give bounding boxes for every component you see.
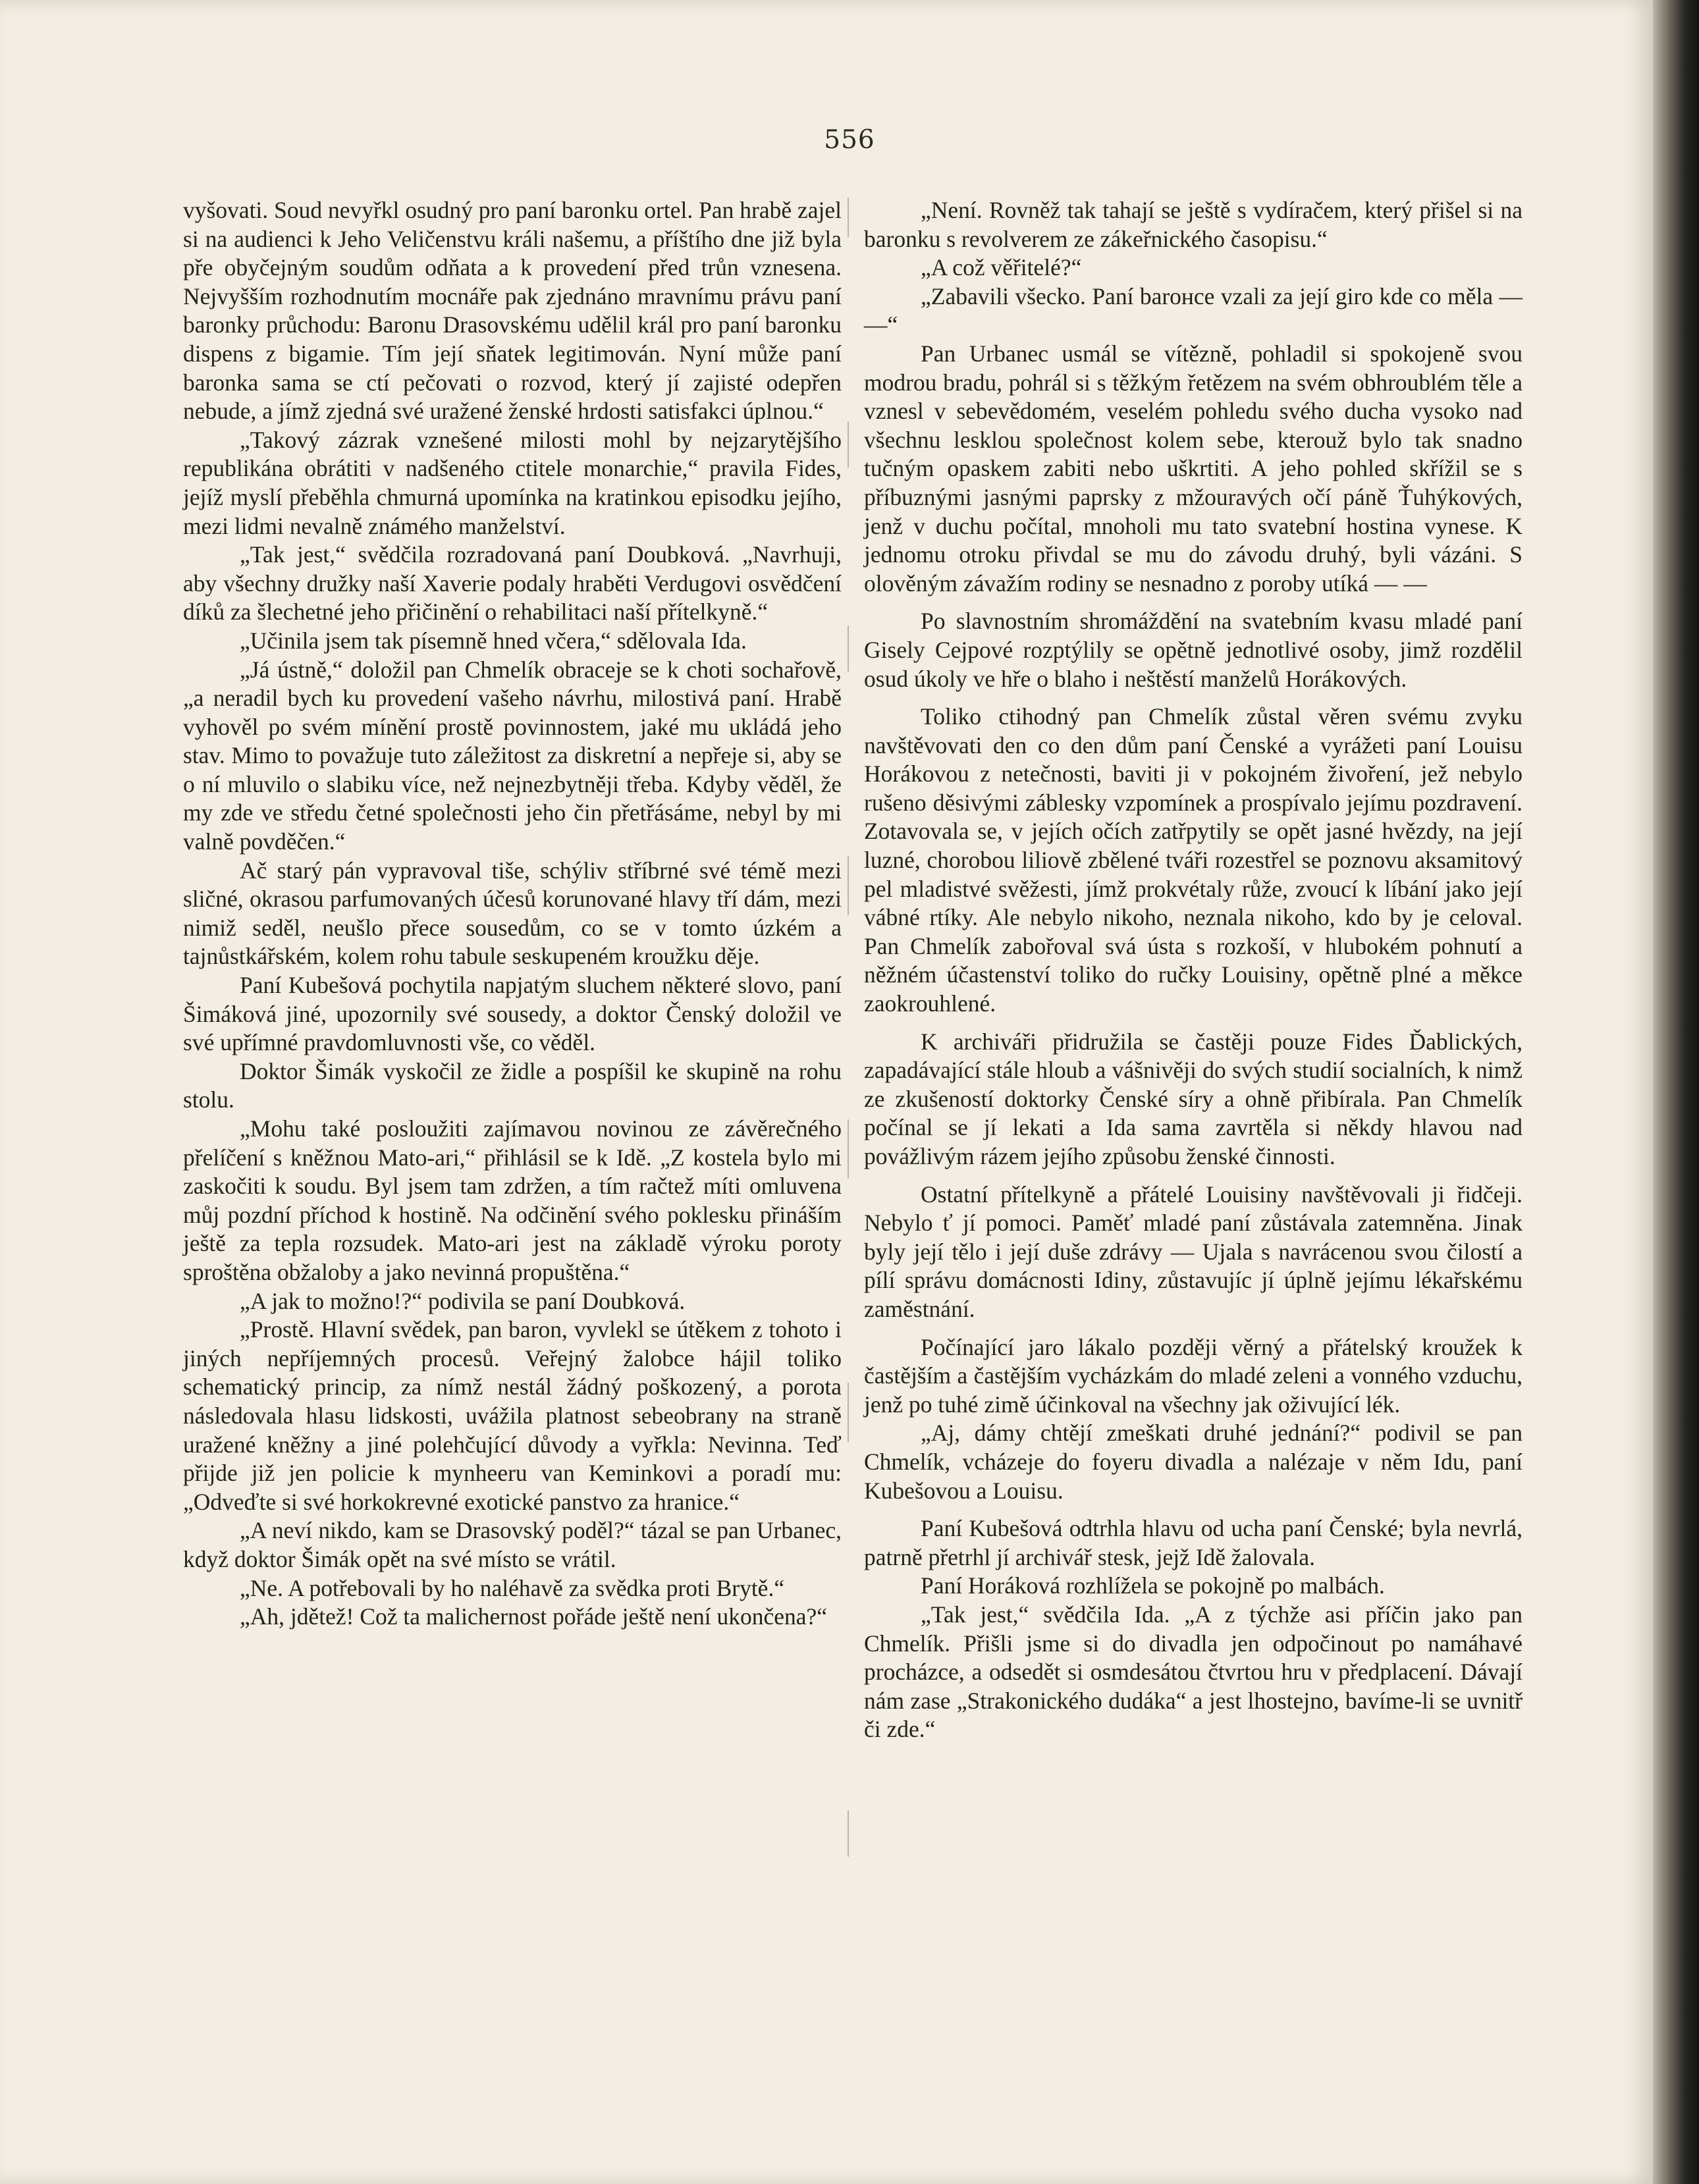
paragraph: Paní Kubešová odtrhla hlavu od ucha paní Čenské; byla nevrlá, patrně přetrhl jí archivář stesk, jejž Idě žalovala.	[864, 1515, 1523, 1570]
column-divider	[848, 856, 849, 915]
paragraph: „Zabavili všecko. Paní barонce vzali za její giro kde co měla — —“	[864, 282, 1523, 338]
paragraph: „Aj, dámy chtějí zmeškati druhé jednání?“ podivil se pan Chmelík, vcházeje do foyeru divadla a nalézaje v něm Idu, paní Kubešovou a Louisu.	[864, 1420, 1523, 1504]
paragraph: „Tak jest,“ svědčila rozradovaná paní Doubková. „Navrhuji, aby všechny družky naší Xaverie podaly hraběti Verdugovi osvědčení díků za šlechetné jeho přičinění o rehabilitaci naší přítelkyně.“	[183, 541, 842, 626]
page-edge-shadow	[1653, 0, 1699, 2184]
column-divider	[848, 1119, 849, 1179]
paragraph: „A což věřitelé?“	[921, 254, 1082, 281]
paragraph: „Tak jest,“ svědčila Ida. „A z týchže asi příčin jako pan Chmelík. Přišli jsme si do divadla jen odpočinout po namáhavé procházce, a odsedět si osmdesátou čtvrtou hru v předplacení. Dávají nám zase „Strakonického dudáka“ a jest lhostejno, bavíme-li se uvnitř či zde.“	[864, 1601, 1523, 1743]
paragraph: „A jak to možno!?“ podivila se paní Doubková.	[240, 1287, 686, 1314]
column-divider	[848, 1383, 849, 1442]
paragraph: „Já ústně,“ doložil pan Chmelík obraceje se k choti sochařově, „a neradil bych ku provedení vašeho návrhu, milostivá paní. Hrabě vyhověl po svém mínění prostě povinnostem, jaké mu ukládá jeho stav. Mimo to považuje tuto záležitost za diskretní a nepřeje si, aby se o ní mluvilo o slabiku více, než nejnezbytněji třeba. Kdyby věděl, že my zde ve středu četné společnosti jeho čin přetřásáme, nebyl by mi valně povděčen.“	[183, 656, 842, 855]
right-column	[864, 196, 1523, 1744]
paragraph: vyšovati. Soud nevyřkl osudný pro paní baronku ortel. Pan hrabě zajel si na audienci k Jeho Veličenstvu králi našemu, a příštího dne již byla pře obyčejným soudům odňata a k provedení před trůn vznesena. Nejvyšším rozhodnutím mocnáře pak zjednáno mravnímu právu paní baronky průchodu: Baronu Drasovskému udělil král pro paní baronku dispens z bigamie. Tím její sňatek legitimován. Nyní může paní baronka sama se ctí pečovati o rozvod, který jí zajisté odepřen nebude, a jímž zjedná své uražené ženské hrdosti satisfakci úplnou.“	[183, 197, 842, 425]
paragraph: Počínající jaro lákalo později věrný a přátelský kroužek k častějším a častějším vycházkám do mladé zeleni a vonného vzduchu, jenž po tuhé zimě účinkoval na všechny jak oživující lék.	[864, 1333, 1523, 1418]
paragraph: „Mohu také posloužiti zajímavou novinou ze závěrečného přelíčení s kněžnou Mato-ari,“ přihlásil se k Idě. „Z kostela bylo mi zaskočiti k soudu. Byl jsem tam zdržen, a tím račtež míti omluvena můj pozdní příchod k hostině. Na odčinění svého poklesku přináším ještě za tepla rozsudek. Mato-ari jest na základě výroku poroty sproštěna obžaloby a jako nevinná propuštěna.“	[183, 1115, 842, 1285]
paragraph: Pan Urbanec usmál se vítězně, pohladil si spokojeně svou modrou bradu, pohrál si s těžkým řetězem na svém obhroublém těle a vznesl v sebevědomém, veselém pohledu svého ducha vysoko nad všechnu lesklou společnost kolem sebe, kterouž bylo tak snadno tučným opaskem zabiti nebo uškrtiti. A jeho pohled skřížil se s příbuznými jasnými paprsky z mžouravých očí páně Ťuhýkových, jenž v duchu počítal, mnoholi mu tato svatební hostina vynese. K jednomu otroku přivdal se mu do závodu druhý, byli vázáni. S olověným závažím rodiny se nesnadno z poroby utíká — —	[864, 340, 1523, 597]
paragraph: „Takový zázrak vznešené milosti mohl by nejzarytějšího republikána obrátiti v nadšeného ctitele monarchie,“ pravila Fides, jejíž myslí přeběhla chmurná upomínka na kratinkou episodku jejího, mezi lidmi nevalně známého manželství.	[183, 426, 842, 539]
column-divider	[848, 626, 849, 672]
paragraph: Po slavnostním shromáždění na svatebním kvasu mladé paní Gisely Cejpové rozptýlily se opětně jednotlivé osoby, jimž rozdělil osud úkoly ve hře o blaho i neštěstí manželů Horákových.	[864, 608, 1523, 692]
column-divider	[848, 198, 849, 237]
paragraph: Ač starý pán vypravoval tiše, schýliv stříbrné své témě mezi sličné, okrasou parfumovaných účesů korunované hlavy tří dám, mezi nimiž seděl, neušlo přece sousedům, co se v tomto úzkém a tajnůstkářském, kolem rohu tabule seskupeném kroužku děje.	[183, 857, 842, 970]
paragraph: „Ne. A potřebovali by ho naléhavě za svědka proti Brytě.“	[240, 1574, 785, 1601]
left-column	[183, 196, 842, 1632]
paragraph: Paní Horáková rozhlížela se pokojně po malbách.	[921, 1572, 1385, 1599]
page-number: 556	[824, 125, 875, 155]
paragraph: „Prostě. Hlavní svědek, pan baron, vyvlekl se útěkem z tohoto i jiných nepříjemných procesů. Veřejný žalobce hájil toliko schematický princip, za nímž nestál žádný poškozený, a porota následovala hlasu lidskosti, uvážila platnost sebeobrany na straně uražené kněžny a jiné polehčující důvody a vyřkla: Nevinna. Teď přijde již jen policie k mynheeru van Keminkovi a poradí mu: „Odveďte si své horkokrevné exotické panstvo za hranice.“	[183, 1316, 842, 1515]
paragraph: „Ah, jdětež! Což ta malichernost pořáde ještě není ukončena?“	[240, 1603, 828, 1630]
column-divider	[848, 1811, 849, 1857]
paragraph: Ostatní přítelkyně a přátelé Louisiny navštěvovali ji řidčeji. Nebylo ť jí pomoci. Paměť mladé paní zůstávala zatemněna. Jinak byly její tělo i její duše zdrávy — Ujala s navrácenou svou čilostí a pílí správu domácnosti Idiny, zůstavujíc jí úplně jejímu lékařskému zaměstnání.	[864, 1181, 1523, 1322]
paragraph: „Není. Rovněž tak tahají se ještě s vydíračem, který přišel si na baronku s revolverem ze zákeřnického časopisu.“	[864, 197, 1523, 252]
paragraph: „A neví nikdo, kam se Drasovský poděl?“ tázal se pan Urbanec, když doktor Šimák opět na své místo se vrátil.	[183, 1517, 842, 1572]
paragraph: K archiváři přidružila se častěji pouze Fides Ďablických, zapadávající stále hloub a vášnivěji do svých studií socialních, k nimž ze zkušeností doktorky Čenské síry a ohně přibírala. Pan Chmelík počínal se jí lekati a Ida sama zavrtěla si někdy hlavou nad povážlivým rázem jejího způsobu ženské činnosti.	[864, 1028, 1523, 1169]
paragraph: „Učinila jsem tak písemně hned včera,“ sdělovala Ida.	[240, 627, 747, 654]
paragraph: Doktor Šimák vyskočil ze židle a pospíšil ke skupině na rohu stolu.	[183, 1057, 842, 1113]
paragraph: Toliko ctihodný pan Chmelík zůstal věren svému zvyku navštěvovati den co den dům paní Čenské a vyrážeti paní Louisu Horákovou z netečnosti, baviti ji v pokojném živoření, jež nebylo rušeno děsivými záblesky vzpomínek a prospívalo jejímu pozdravení. Zotavovala se, v jejích očích zatřpytily se opět jasné hvězdy, na její luzné, chorobou liliově zbělené tváři rozestřel se poznovu aksamitový pel mladistvé svěžesti, jímž prokvétaly růže, zvoucí k líbání jako její vábné rtíky. Ale nebylo nikoho, neznala nikoho, kdo by je celoval. Pan Chmelík zabořoval svá ústa s rozkoší, v hlubokém pohnutí a něžném účastenství toliko do ručky Louisiny, opětně plné a měkce zaokrouhlené.	[864, 703, 1523, 1017]
column-divider	[848, 421, 849, 467]
paragraph: Paní Kubešová pochytila napjatým sluchem některé slovo, paní Šimáková jiné, upozornily své sousedy, a doktor Čenský doložil ve své upřímné pravdomluvnosti vše, co věděl.	[183, 972, 842, 1056]
